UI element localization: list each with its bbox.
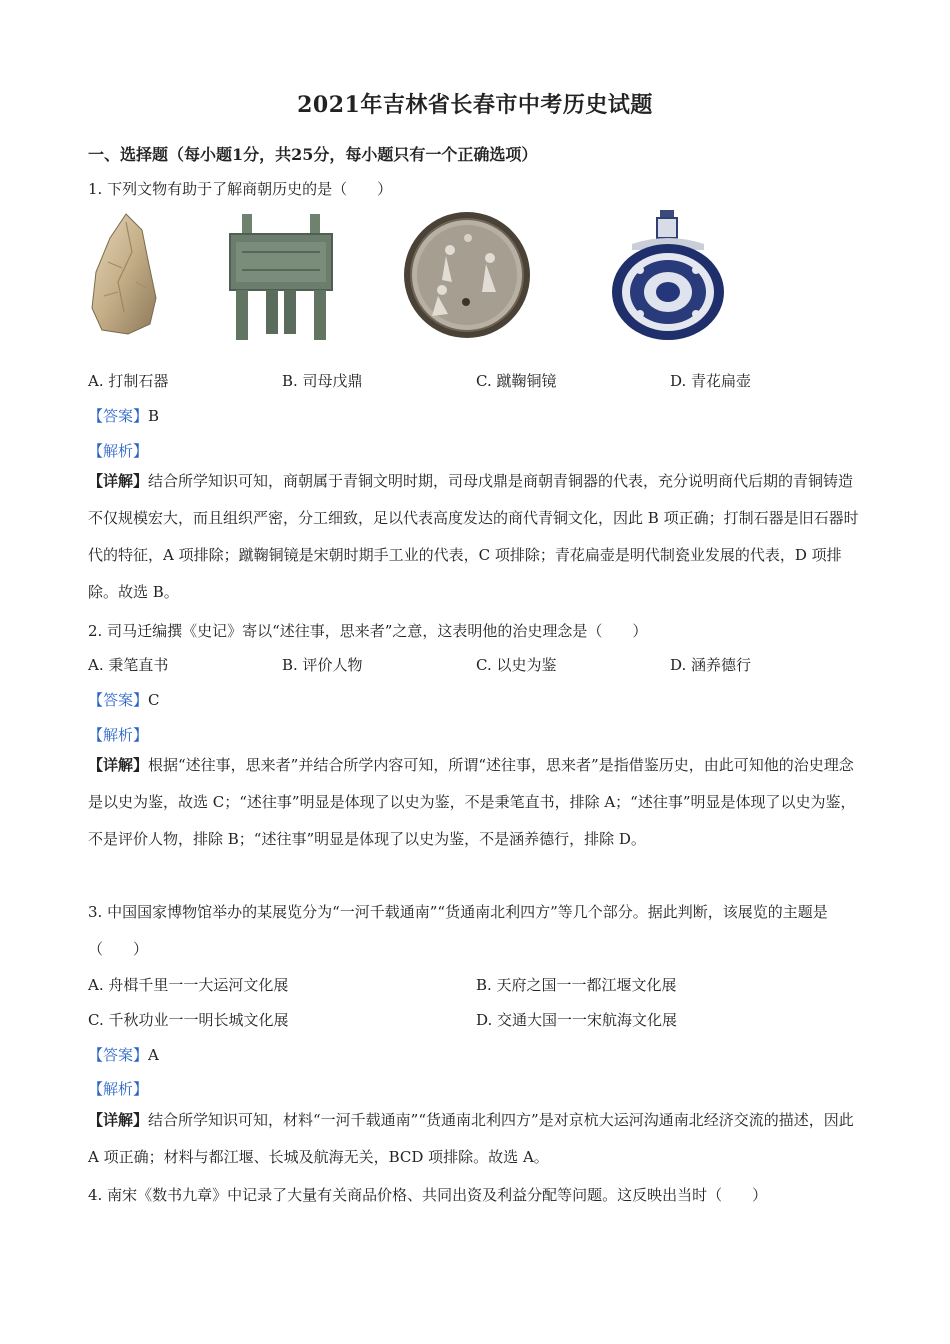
bronze-mirror-image — [402, 210, 532, 340]
question-1-option-c: C. 蹴鞠铜镜 — [476, 372, 557, 390]
question-3-analysis-tag — [88, 1078, 148, 1099]
answer-value: C — [148, 691, 160, 709]
question-3-option-a: A. 舟楫千里一一大运河文化展 — [88, 976, 289, 994]
question-1-analysis-tag — [88, 440, 148, 461]
question-3-answer — [88, 1044, 159, 1065]
detail-text: 根据“述往事，思来者”并结合所学内容可知，所谓“述往事，思来者”是指借鉴历史，由此可知他的治史理念是以史为鉴，故选 C；“述往事”明显是体现了以史为鉴，不是秉笔直书，排除 A；“述往事”明显是体现了以史为鉴，不是评价人物，排除 B；“述往事”明显是体现了以史为鉴，不是涵养德行，排除 D。 — [88, 756, 856, 848]
page-title: 2021年吉林省长春市中考历史试题 — [297, 92, 653, 118]
question-3-stem: 3. 中国国家博物馆举办的某展览分为“一河千载通南”“货通南北利四方”等几个部分。据此判断，该展览的主题是（ ） — [88, 903, 828, 958]
detail-tag: 【详解】 — [88, 1111, 149, 1129]
question-1-detail — [88, 463, 868, 611]
question-1-option-d: D. 青花扁壶 — [670, 372, 752, 390]
question-2-option-b: B. 评价人物 — [282, 656, 363, 674]
detail-text: 结合所学知识可知，商朝属于青铜文明时期，司母戊鼎是商朝青铜器的代表，充分说明商代后期的青铜铸造不仅规模宏大，而且组织严密，分工细致，足以代表高度发达的商代青铜文化，因此 B 项正确；打制石器是旧石器时代的特征，A 项排除；蹴鞠铜镜是宋朝时期手工业的代表，C 项排除；青花扁壶是明代制瓷业发展的代表，D 项排除。故选 B。 — [88, 472, 859, 601]
question-2-option-c: C. 以史为鉴 — [476, 656, 557, 674]
analysis-tag: 【解析】 — [88, 726, 149, 744]
answer-tag: 【答案】 — [88, 407, 149, 425]
question-3-option-d: D. 交通大国一一宋航海文化展 — [476, 1011, 678, 1029]
answer-tag: 【答案】 — [88, 691, 149, 709]
analysis-tag: 【解析】 — [88, 442, 149, 460]
stone-tool-image — [88, 212, 158, 336]
question-4-stem: 4. 南宋《数书九章》中记录了大量有关商品价格、共同出资及利益分配等问题。这反映出当时（ ） — [88, 1186, 768, 1204]
question-2-option-d: D. 涵养德行 — [670, 656, 752, 674]
question-1-stem: 1. 下列文物有助于了解商朝历史的是（ ） — [88, 180, 393, 198]
question-3-detail — [88, 1102, 868, 1176]
question-3-option-c: C. 千秋功业一一明长城文化展 — [88, 1011, 289, 1029]
bronze-ding-image — [222, 212, 340, 344]
detail-text: 结合所学知识可知，材料“一河千载通南”“货通南北利四方”是对京杭大运河沟通南北经济交流的描述，因此 A 项正确；材料与都江堰、长城及航海无关，BCD 项排除。故选 A。 — [88, 1111, 854, 1166]
question-1-option-b: B. 司母戊鼎 — [282, 372, 363, 390]
answer-value: B — [148, 407, 160, 425]
section-heading: 一、选择题（每小题1分，共25分，每小题只有一个正确选项） — [88, 145, 538, 164]
question-1-answer — [88, 405, 159, 426]
question-2-analysis-tag — [88, 724, 148, 745]
blue-white-flask-image — [610, 208, 726, 342]
answer-tag: 【答案】 — [88, 1046, 149, 1064]
question-2-detail — [88, 747, 868, 858]
question-1-option-a: A. 打制石器 — [88, 372, 169, 390]
question-2-stem: 2. 司马迁编撰《史记》寄以“述往事，思来者”之意，这表明他的治史理念是（ ） — [88, 622, 648, 640]
answer-value: A — [148, 1046, 159, 1064]
detail-tag: 【详解】 — [88, 472, 149, 490]
question-2-option-a: A. 秉笔直书 — [88, 656, 169, 674]
analysis-tag: 【解析】 — [88, 1080, 149, 1098]
detail-tag: 【详解】 — [88, 756, 149, 774]
question-3-option-b: B. 天府之国一一都江堰文化展 — [476, 976, 677, 994]
question-2-answer — [88, 689, 160, 710]
